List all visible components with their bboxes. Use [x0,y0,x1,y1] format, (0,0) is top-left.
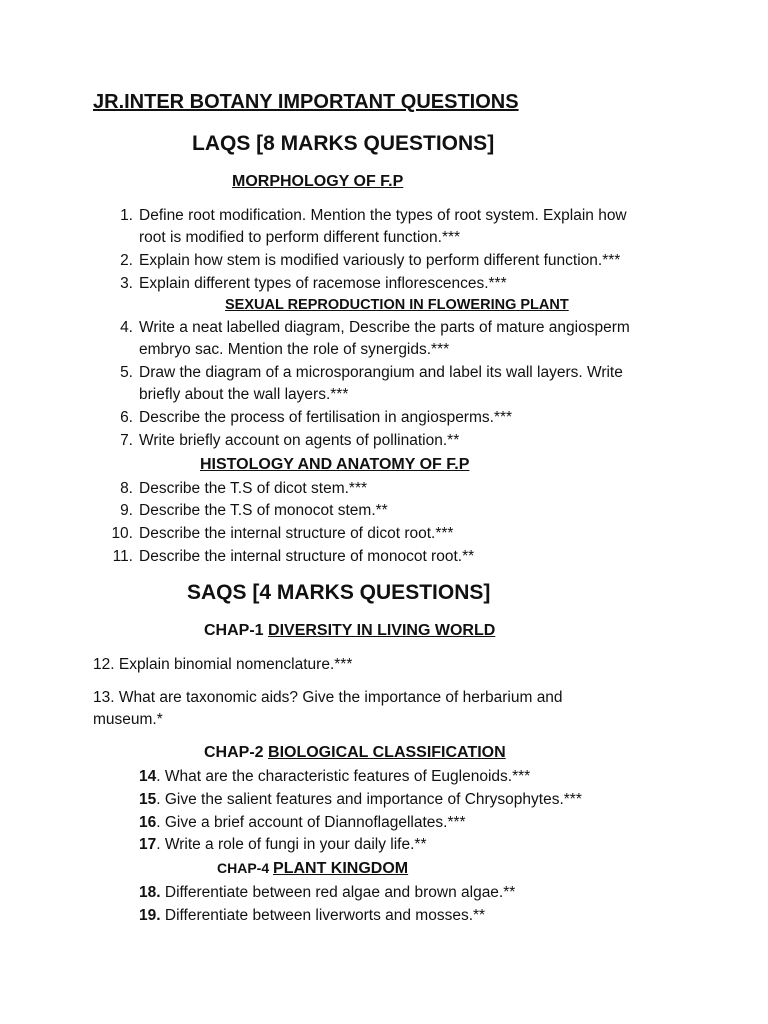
list-item: 3. Explain different types of racemose inflorescences.*** [120,275,507,292]
list-item: 10. Describe the internal structure of dicot root.*** [111,525,454,542]
question-12: 12. Explain binomial nomenclature.*** [93,656,353,673]
list-item-continuation: embryo sac. Mention the role of synergids.*** [139,341,450,358]
list-item-continuation: root is modified to perform different function.*** [139,229,461,246]
list-item: 8. Describe the T.S of dicot stem.*** [120,480,368,497]
section-sexual-reproduction: SEXUAL REPRODUCTION IN FLOWERING PLANT [225,297,569,313]
chapter-1-heading: CHAP-1 DIVERSITY IN LIVING WORLD [204,622,496,639]
list-item: 11. Describe the internal structure of monocot root.** [112,548,475,565]
chapter-2-heading: CHAP-2 BIOLOGICAL CLASSIFICATION [204,744,506,761]
chapter-4-heading: CHAP-4 PLANT KINGDOM [217,860,409,877]
list-item: 14. What are the characteristic features of Euglenoids.*** [139,768,531,785]
list-item: 5. Draw the diagram of a microsporangium and label its wall layers. Write [120,364,623,381]
list-item: 16. Give a brief account of Diannoflagellates.*** [139,814,466,831]
list-item: 18. Differentiate between red algae and brown algae.** [139,884,516,901]
question-13-continuation: museum.* [93,711,163,728]
list-item: 4. Write a neat labelled diagram, Describe the parts of mature angiosperm [120,319,630,336]
section-histology: HISTOLOGY AND ANATOMY OF F.P [200,456,470,473]
laqs-heading: LAQS [8 MARKS QUESTIONS] [192,132,495,155]
list-item: 9. Describe the T.S of monocot stem.** [120,502,388,519]
list-item: 19. Differentiate between liverworts and mosses.** [139,907,486,924]
list-item: 6. Describe the process of fertilisation in angiosperms.*** [120,409,513,426]
list-item: 15. Give the salient features and importance of Chrysophytes.*** [139,791,582,808]
list-item: 1. Define root modification. Mention the types of root system. Explain how [120,207,627,224]
question-13: 13. What are taxonomic aids? Give the importance of herbarium and [93,689,563,706]
list-item: 2. Explain how stem is modified variously to perform different function.*** [120,252,621,269]
list-item-continuation: briefly about the wall layers.*** [139,386,349,403]
page-title: JR.INTER BOTANY IMPORTANT QUESTIONS [93,91,519,113]
list-item: 17. Write a role of fungi in your daily life.** [139,836,427,853]
saqs-heading: SAQS [4 MARKS QUESTIONS] [187,581,491,604]
list-item: 7. Write briefly account on agents of pollination.** [120,432,460,449]
section-morphology: MORPHOLOGY OF F.P [232,173,404,190]
